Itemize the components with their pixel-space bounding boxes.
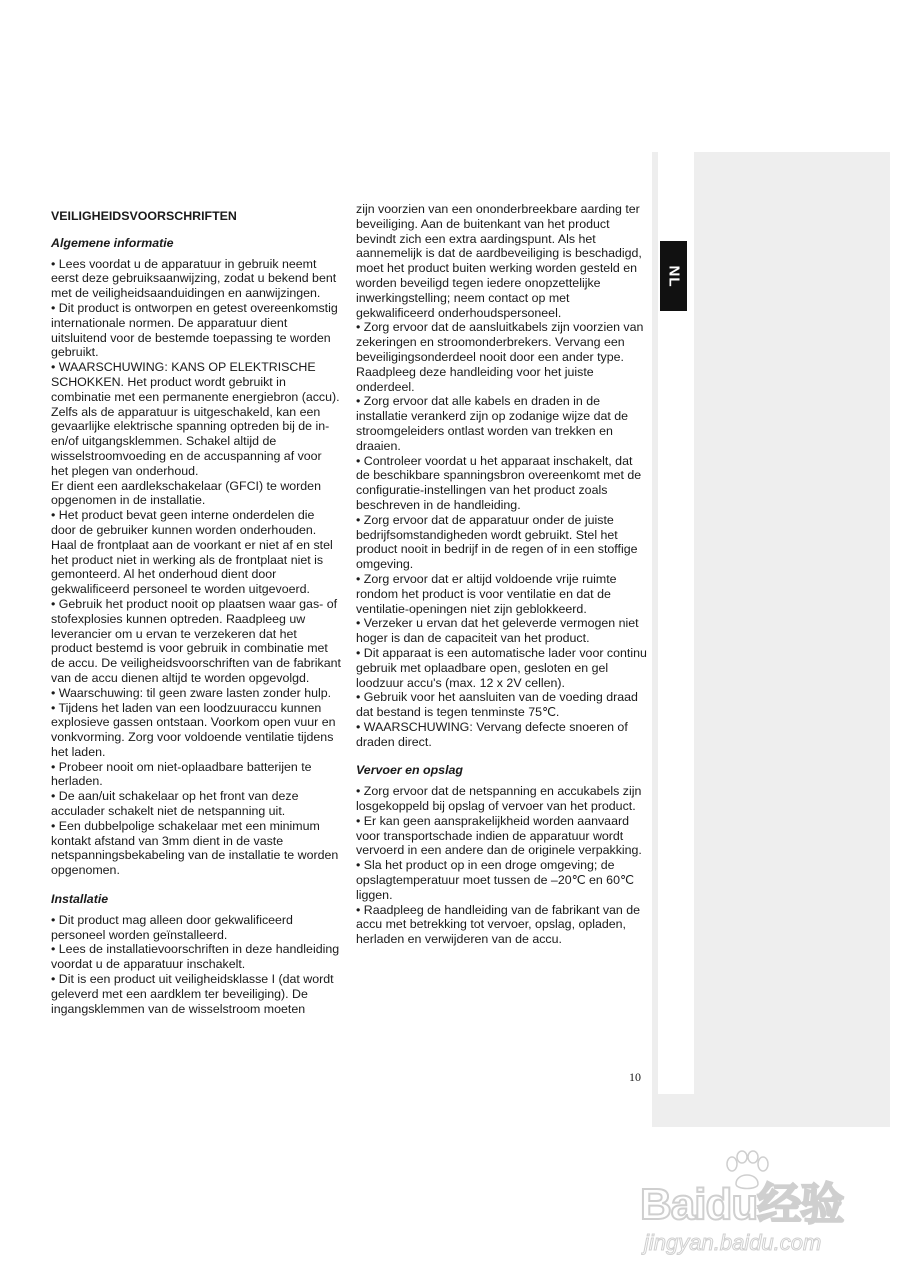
paragraph: • Raadpleeg de handleiding van de fabrikant van de accu met betrekking tot vervoer, opslag, opladen, herladen en verwijderen van de accu. xyxy=(356,902,641,947)
right-column xyxy=(356,202,648,947)
paragraph: • Gebruik voor het aansluiten van de voeding draad dat bestand is tegen tenminste 75℃. xyxy=(356,690,638,720)
paragraph: • Een dubbelpolige schakelaar met een minimum kontakt afstand van 3mm dient in de vaste netspanningsbekabeling van de installatie te worden opgenomen. xyxy=(51,818,339,878)
paragraph: • Dit product is ontworpen en getest overeenkomstig internationale normen. De apparatuur dient uitsluitend voor de bestemde toepassing te worden gebruikt. xyxy=(51,300,338,360)
paragraph: zijn voorzien van een ononderbreekbare aarding ter beveiliging. Aan de buitenkant van het product bevindt zich een extra aardingspunt. Als het aannemelijk is dat de aardbeveiliging is beschadigd, moet het product buiten werking worden gesteld en worden beveiligd tegen iedere onopzettelijke inwerkingstelling; neem contact op met gekwalificeerd onderhoudspersoneel. xyxy=(356,202,642,320)
paragraph: • Probeer nooit om niet-oplaadbare batterijen te herladen. xyxy=(51,759,312,789)
watermark xyxy=(640,1150,890,1270)
section-heading-algemeen: Algemene informatie xyxy=(51,235,174,250)
paragraph: • Gebruik het product nooit op plaatsen waar gas- of stofexplosies kunnen optreden. Raadpleeg uw leverancier om u ervan te verzekeren dat het product bestemd is voor gebruik in combinatie met de accu. De veiligheidsvoorschriften van de fabrikant van de accu dienen altijd te worden opgevolgd. xyxy=(51,596,341,685)
paragraph: Er dient een aardlekschakelaar (GFCI) te worden opgenomen in de installatie. xyxy=(51,478,321,508)
section-heading-vervoer: Vervoer en opslag xyxy=(356,763,463,778)
paragraph: • WAARSCHUWING: KANS OP ELEKTRISCHE SCHOKKEN. Het product wordt gebruikt in combinatie met een permanente energiebron (accu). Zelfs als de apparatuur is uitgeschakeld, kan een gevaarlijke elektrische spanning optreden bij de in- en/of uitgangsklemmen. Schakel altijd de wisselstroomvoeding en de accuspanning af voor het plegen van onderhoud. xyxy=(51,360,340,478)
paragraph: • Zorg ervoor dat de aansluitkabels zijn voorzien van zekeringen en stroomonderbrekers. Vervang een beveiligingsonderdeel nooit door een ander type. Raadpleeg deze handleiding voor het juiste onderdeel. xyxy=(356,320,644,394)
paragraph: • Er kan geen aansprakelijkheid worden aanvaard voor transportschade indien de apparatuur wordt vervoerd in een andere dan de originele verpakking. xyxy=(356,813,642,858)
paragraph: • Tijdens het laden van een loodzuuraccu kunnen explosieve gassen ontstaan. Voorkom open vuur en vonkvorming. Zorg voor voldoende ventilatie tijdens het laden. xyxy=(51,700,336,759)
paragraph: • Dit is een product uit veiligheidsklasse I (dat wordt geleverd met een aardklem ter beveiliging). De ingangsklemmen van de wisselstroom moeten xyxy=(51,972,334,1016)
paragraph: • Zorg ervoor dat de netspanning en accukabels zijn losgekoppeld bij opslag of vervoer van het product. xyxy=(356,784,642,814)
page-title: VEILIGHEIDSVOORSCHRIFTEN xyxy=(51,209,237,223)
page-number: 10 xyxy=(629,1070,641,1084)
paragraph: • De aan/uit schakelaar op het front van deze acculader schakelt niet de netspanning uit. xyxy=(51,789,299,819)
paragraph: • Waarschuwing: til geen zware lasten zonder hulp. xyxy=(51,685,332,700)
paragraph: • Lees de installatievoorschriften in deze handleiding voordat u de apparatuur inschakelt. xyxy=(51,942,340,972)
watermark-url: jingyan.baidu.com xyxy=(644,1230,822,1255)
paragraph: • Zorg ervoor dat alle kabels en draden in de installatie verankerd zijn op zodanige wijze dat de stroomgeleiders ontlast worden van trekken en draaien. xyxy=(356,394,629,453)
paragraph: • Lees voordat u de apparatuur in gebruik neemt eerst deze gebruiksaanwijzing, zodat u bekend bent met de veiligheidsaanduidingen en aanwijzingen. xyxy=(51,256,337,301)
watermark-brand: Baidu经验 xyxy=(640,1180,844,1229)
language-tab-label: NL xyxy=(665,265,682,287)
paragraph: • WAARSCHUWING: Vervang defecte snoeren of draden direct. xyxy=(356,719,628,749)
paragraph: • Zorg ervoor dat de apparatuur onder de juiste bedrijfsomstandigheden wordt gebruikt. Stel het product nooit in bedrijf in de regen of in een stoffige omgeving. xyxy=(356,512,638,572)
paragraph: • Sla het product op in een droge omgeving; de opslagtemperatuur moet tussen de –20℃ en 60℃ liggen. xyxy=(356,858,634,902)
section-heading-installatie: Installatie xyxy=(51,892,109,907)
language-tab xyxy=(660,241,687,311)
paragraph: • Verzeker u ervan dat het geleverde vermogen niet hoger is dan de capaciteit van het product. xyxy=(356,616,639,646)
paragraph: • Zorg ervoor dat er altijd voldoende vrije ruimte rondom het product is voor ventilatie en dat de ventilatie-openingen niet zijn geblokkeerd. xyxy=(356,571,617,616)
paragraph: • Dit apparaat is een automatische lader voor continu gebruik met oplaadbare open, gesloten en gel loodzuur accu's (max. 12 x 2V cellen). xyxy=(356,645,647,690)
paragraph: • Controleer voordat u het apparaat inschakelt, dat de beschikbare spanningsbron overeenkomt met de configuratie-instellingen van het product zoals beschreven in de handleiding. xyxy=(356,453,642,512)
paragraph: • Dit product mag alleen door gekwalificeerd personeel worden geïnstalleerd. xyxy=(51,912,293,942)
left-column xyxy=(51,209,341,1016)
paragraph: • Het product bevat geen interne onderdelen die door de gebruiker kunnen worden onderhouden. Haal de frontplaat aan de voorkant er niet af en stel het product niet in werking als de frontplaat niet is gemonteerd. Al het onderhoud dient door gekwalificeerd personeel te worden uitgevoerd. xyxy=(51,508,333,597)
